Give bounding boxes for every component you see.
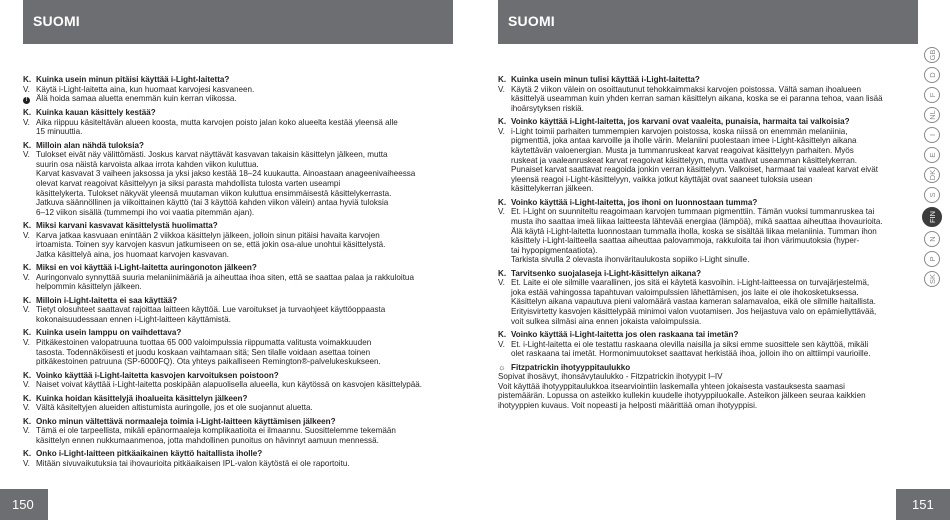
faq-question xyxy=(23,221,443,231)
answer-text xyxy=(36,85,443,95)
faq-question xyxy=(498,198,918,208)
language-tab-d[interactable]: D xyxy=(924,67,940,83)
answer-line: musta iho saattaa imeä liikaa laitteesta lähtevää energiaa (lämpöä), mikä saattaa aiheuttaa ihovaurioita. xyxy=(511,216,883,226)
faq-question xyxy=(23,108,443,118)
faq-answer xyxy=(23,426,443,445)
answer-line: Tämä ei ole tarpeellista, mikäli epänormaaleja komplikaatioita ei ilmaannu. Suosittelemme tekemään xyxy=(36,426,396,436)
language-tab-gb[interactable]: GB xyxy=(924,47,940,63)
language-tab-f[interactable]: F xyxy=(924,87,940,103)
question-marker: K. xyxy=(498,197,507,207)
answer-line: tasosta. Todennäköisesti et juodu koskaan vaihtamaan sitä; Sen tilalle voidaan asettaa toinen xyxy=(36,347,371,357)
answer-marker: V. xyxy=(498,126,505,136)
faq-item xyxy=(23,328,443,366)
faq-answer xyxy=(498,340,918,359)
faq-column-left xyxy=(23,75,443,472)
faq-question xyxy=(23,263,443,273)
sun-icon: ☼ xyxy=(498,362,506,372)
language-tabs xyxy=(923,47,943,291)
answer-marker: V. xyxy=(23,305,30,315)
answer-line: Mitään sivuvaikutuksia tai ihovaurioita pitkäaikaisen IPL-valon käytöstä ei ole raportoitu. xyxy=(36,458,350,468)
answer-line: Älä käytä i-Light-laitetta luonnostaan tummalla iholla, koska se sisältää liikaa melaniinia. Tumman ihon xyxy=(511,226,877,236)
question-marker: K. xyxy=(23,416,32,426)
question-text: Onko i-Light-laitteen pitkäaikainen käyttö haitallista iholle? xyxy=(36,449,263,459)
answer-line: pitkäkestoinen patruuna (SP-6000FQ). Ota yhteys paikalliseen Remington®-palvelukeskukseen. xyxy=(36,357,381,367)
fitzpatrick-title-text: Fitzpatrickin ihotyyppitaulukko xyxy=(511,362,631,372)
answer-line: ruskeat ja vaaleanruskeat karvat reagoivat käsittelyyn, mutta vaativat useamman käsittelykerran. xyxy=(511,155,857,165)
answer-text xyxy=(511,207,918,265)
answer-line: Erityisvirtetty kasvojen käsittelypää minimoi valon vuotamisen. Jos heijastuva valo on epämiellyttävää, xyxy=(511,307,877,317)
faq-answer xyxy=(23,231,443,260)
answer-marker: V. xyxy=(23,150,30,160)
answer-line: Käsittelyn aikana vapautuva pieni valomäärä vastaa kameran salamavaloa, eikä ole silmille haitallista. xyxy=(511,297,876,307)
question-text: Miksi en voi käyttää i-Light-laitetta auringonoton jälkeen? xyxy=(36,263,257,273)
page-number-left-text: 150 xyxy=(12,497,34,512)
fitzpatrick-line: pistemäärän. Lopussa on asteikko kullekin kuudelle ihotyyppiluokalle. Asteikon jälkeen seuraa kaikkien xyxy=(498,391,866,401)
faq-item xyxy=(23,449,443,468)
header-bar-left xyxy=(23,0,453,44)
answer-line: käsittelyn ennen nukkumaanmenoa, jotta mahdollinen punoitus on hävinnyt aamuun mennessä. xyxy=(36,435,379,445)
answer-text xyxy=(36,150,443,217)
faq-answer xyxy=(498,278,918,326)
answer-line: Et. Laite ei ole silmille vaarallinen, jos sitä ei käytetä kasvoihin. i-Light-laitteessa on turvajärjestelmä, xyxy=(511,278,870,288)
answer-line: käytettävän valoenergian. Musta ja tummanruskeat karvat reagoivat käsittelyyn parhaiten. Myös xyxy=(511,145,854,155)
answer-line: olet raskaana tai imetät. Hormonimuutokset saattavat herkistää ihoa, jolloin iho on alttiimpi vaurioille. xyxy=(511,349,871,359)
answer-line: irtoamista. Toinen syy karvojen kasvun jatkumiseen on se, että jokin osa-alue unohtui käsittelystä. xyxy=(36,240,386,250)
fitzpatrick-line: ihotyyppien kuvaus. Voit nopeasti ja helposti määrittää oman ihotyyppisi. xyxy=(498,400,758,410)
language-tab-p[interactable]: P xyxy=(924,251,940,267)
question-text: Milloin alan nähdä tuloksia? xyxy=(36,140,144,150)
answer-line: Tulokset eivät näy välittömästi. Joskus karvat näyttävät kasvavan takaisin käsittelyn jälkeen, mutta xyxy=(36,150,388,160)
answer-marker: V. xyxy=(23,117,30,127)
faq-answer xyxy=(498,207,918,265)
answer-marker: V. xyxy=(498,339,505,349)
question-marker: K. xyxy=(23,449,32,459)
faq-item xyxy=(23,296,443,325)
question-marker: K. xyxy=(23,295,32,305)
faq-answer xyxy=(498,127,918,194)
faq-answer xyxy=(23,150,443,217)
header-title-right: SUOMI xyxy=(508,13,555,29)
language-tab-fin[interactable]: FIN xyxy=(922,207,942,227)
question-marker: K. xyxy=(23,263,32,273)
answer-line: Et. i-Light-laitetta ei ole testattu raskaana olevilla naisilla ja siksi emme suosittele sen käyttöä, mikäli xyxy=(511,339,869,349)
faq-answer xyxy=(498,85,918,114)
answer-line: käsittelyä useamman kuin yhden kerran saman käsittelyn aikana, koska se ei paranna tehoa, vaan lisää xyxy=(511,94,883,104)
answer-line: pigmenttiä, joka antaa karvoille ja iholle värin. Melaniini puolestaan imee i-Light-käsittelyn aikana xyxy=(511,136,857,146)
answer-text xyxy=(36,338,443,367)
answer-marker: V. xyxy=(23,458,30,468)
question-text: Voinko käyttää i-Light-laitetta kasvojen karvoituksen poistoon? xyxy=(36,370,279,380)
answer-line: Jatkuva säännöllinen ja viikoittainen käyttö (tai 3 käyttöä kahden viikon välein) antaa hyviä tuloksia xyxy=(36,198,389,208)
answer-line: Punaiset karvat saattavat reagoida jonkin verran käsittelyyn. Valkoiset, harmaat tai vaaleat karvat eivät xyxy=(511,165,878,175)
faq-item xyxy=(498,117,918,194)
question-text: Kuinka usein minun tulisi käyttää i-Light-laitetta? xyxy=(511,75,700,84)
answer-line: Auringonvalo synnyttää suuria melaniinimääriä ja aiheuttaa ihoa siten, että se saattaa palaa ja rakkuloitua xyxy=(36,272,414,282)
answer-line: olevat karvat reagoivat käsittelyyn ja siksi parasta mahdollista tulosta varten useampi xyxy=(36,178,341,188)
faq-question xyxy=(498,117,918,127)
answer-line: Naiset voivat käyttää i-Light-laitetta poskipään alapuolisella alueella, kun käytössä on kasvojen käsittelypää. xyxy=(36,380,423,390)
answer-line: voit sulkea silmäsi aina ennen jokaista valoimpulssia. xyxy=(511,316,702,326)
answer-line: helpommin käsittelyn jälkeen. xyxy=(36,282,142,292)
answer-line: käsittelykerran jälkeen. xyxy=(511,184,594,194)
answer-line: käsittelykerta. Tulokset näkyvät yleensä muutaman viikon kuluttua ensimmäisestä käsittelykerrasta. xyxy=(36,188,392,198)
warning-note xyxy=(23,94,443,104)
faq-answer xyxy=(23,459,443,469)
question-text: Milloin i-Light-laitetta ei saa käyttää? xyxy=(36,295,178,305)
language-tab-n[interactable]: N xyxy=(924,231,940,247)
answer-marker: V. xyxy=(23,230,30,240)
answer-text xyxy=(36,273,443,292)
answer-line: 15 minuuttia. xyxy=(36,127,83,137)
language-tab-e[interactable]: E xyxy=(924,147,940,163)
question-marker: K. xyxy=(23,221,32,231)
question-marker: K. xyxy=(23,107,32,117)
question-marker: K. xyxy=(23,75,32,84)
answer-line: Et. i-Light on suunniteltu reagoimaan karvojen tummaan pigmenttiin. Tämän vuoksi tummanruskea tai xyxy=(511,207,875,217)
faq-item xyxy=(498,330,918,359)
answer-line: 6–12 viikon sisällä (tummempi iho voi vaatia pitemmän ajan). xyxy=(36,207,255,217)
faq-item xyxy=(23,108,443,137)
language-tab-i[interactable]: I xyxy=(924,127,940,143)
header-bar-right xyxy=(498,0,918,44)
warning-icon-wrap xyxy=(23,94,36,104)
faq-question xyxy=(498,75,918,85)
faq-question xyxy=(23,75,443,85)
question-text: Onko minun vältettävä normaaleja toimia i-Light-laitteen käyttämisen jälkeen? xyxy=(36,416,336,426)
faq-answer xyxy=(23,118,443,137)
language-tab-s[interactable]: S xyxy=(924,187,940,203)
faq-answer xyxy=(23,273,443,292)
faq-question xyxy=(23,449,443,459)
question-text: Voinko käyttää i-Light-laitetta jos olen raskaana tai imetän? xyxy=(511,330,739,340)
faq-question xyxy=(23,328,443,338)
answer-line: ihoärsytyksen riskiä. xyxy=(511,103,584,113)
question-text: Miksi karvani kasvavat käsittelystä huolimatta? xyxy=(36,221,218,231)
faq-question xyxy=(23,371,443,381)
faq-item xyxy=(498,198,918,265)
faq-question xyxy=(23,296,443,306)
question-text: Voinko käyttää i-Light-laitetta, jos ihoni on luonnostaan tumma? xyxy=(511,197,758,207)
answer-line: Tietyt olosuhteet saattavat rajoittaa laitteen käyttöä. Lue varoitukset ja turvaohjeet käyttöoppaasta xyxy=(36,305,386,315)
faq-question xyxy=(498,330,918,340)
faq-answer xyxy=(23,403,443,413)
answer-line: suurin osa näistä karvoista alkaa irrota kahden viikon kuluttua. xyxy=(36,159,259,169)
faq-answer xyxy=(23,305,443,324)
faq-answer xyxy=(23,380,443,390)
answer-marker: V. xyxy=(23,426,30,436)
language-tab-nl[interactable]: NL xyxy=(924,107,940,123)
answer-line: Käytä 2 viikon välein on osoittautunut tehokkaimmaksi karvojen poistossa. Vältä saman ihoalueen xyxy=(511,84,862,94)
question-text: Kuinka hoidan käsittelyjä ihoalueita käsittelyn jälkeen? xyxy=(36,393,248,403)
question-marker: K. xyxy=(23,393,32,403)
answer-marker: V. xyxy=(23,272,30,282)
answer-marker: V. xyxy=(23,338,30,348)
answer-text xyxy=(511,127,918,194)
answer-line: Käytä i-Light-laitetta aina, kun huomaat karvojesi kasvaneen. xyxy=(36,84,255,94)
question-text: Kuinka kauan käsittely kestää? xyxy=(36,107,156,117)
faq-question xyxy=(23,394,443,404)
answer-text xyxy=(36,118,443,137)
answer-text xyxy=(511,85,918,114)
faq-item xyxy=(23,417,443,446)
answer-marker: V. xyxy=(23,84,30,94)
fitzpatrick-title xyxy=(498,363,918,373)
answer-marker: V. xyxy=(23,380,30,390)
answer-text xyxy=(36,231,443,260)
language-tab-sk[interactable]: SK xyxy=(924,271,940,287)
answer-line: Aika riippuu käsiteltävän alueen koosta, mutta karvojen poisto jalan koko alueelta kestää yleensä alle xyxy=(36,117,398,127)
question-marker: K. xyxy=(23,370,32,380)
answer-marker: V. xyxy=(498,207,505,217)
answer-text xyxy=(36,403,443,413)
question-marker: K. xyxy=(498,75,507,84)
faq-item xyxy=(23,371,443,390)
question-marker: K. xyxy=(23,328,32,338)
warning-icon: ! xyxy=(23,97,30,104)
faq-answer xyxy=(23,85,443,95)
faq-column-right xyxy=(498,75,918,411)
question-marker: K. xyxy=(498,330,507,340)
question-text: Tarvitsenko suojalaseja i-Light-käsittelyn aikana? xyxy=(511,268,702,278)
answer-line: käsittely i-Light-laitteella saattaa aiheuttaa palovammoja, rakkuloita tai ihon värimuutoksia (hyper- xyxy=(511,236,860,246)
answer-line: joka estää vahingossa tapahtuvan valoimpulssien lähettämisen, jos laite ei ole ihokosketuksessa. xyxy=(511,287,859,297)
faq-question xyxy=(23,141,443,151)
question-marker: K. xyxy=(498,268,507,278)
answer-line: kokonaisuudessaan ennen i-Light-laitteen käyttämistä. xyxy=(36,315,231,325)
question-text: Kuinka usein lamppu on vaihdettava? xyxy=(36,328,182,338)
answer-line: Vältä käsiteltyjen alueiden altistumista auringolle, jos et ole suojannut aluetta. xyxy=(36,403,313,413)
question-text: Kuinka usein minun pitäisi käyttää i-Light-laitetta? xyxy=(36,75,230,84)
fitzpatrick-line: Voit käyttää ihotyyppitaulukkoa itsearviointiin laskemalla yhteen jokaisesta vastauksesta saamasi xyxy=(498,381,845,391)
language-tab-dk[interactable]: DK xyxy=(924,167,940,183)
warning-text: Älä hoida samaa aluetta enemmän kuin kerran viikossa. xyxy=(36,94,237,104)
answer-text xyxy=(511,340,918,359)
faq-item xyxy=(23,141,443,218)
faq-question xyxy=(498,269,918,279)
fitzpatrick-line: Sopivat ihosävyt, ihonsävytaulukko - Fitzpatrickin ihotyypit I–IV xyxy=(498,372,723,382)
page-number-right-text: 151 xyxy=(912,497,934,512)
answer-line: i-Light toimii parhaiten tummempien karvojen poistossa, koska niissä on enemmän melaniinia, xyxy=(511,126,848,136)
answer-line: Karva jatkaa kasvuaan enintään 2 viikkoa käsittelyn jälkeen, jolloin sinun pitäisi havaita karvojen xyxy=(36,230,380,240)
faq-item xyxy=(23,263,443,292)
answer-line: tai hypopigmentaatiota). xyxy=(511,245,598,255)
faq-item xyxy=(498,75,918,113)
answer-text xyxy=(511,278,918,326)
answer-text xyxy=(36,426,443,445)
answer-marker: V. xyxy=(498,84,505,94)
answer-text xyxy=(36,305,443,324)
page-number-right xyxy=(896,489,950,520)
answer-text xyxy=(36,380,443,390)
faq-item xyxy=(23,75,443,104)
faq-answer xyxy=(23,338,443,367)
answer-line: Tarkista sivulla 2 olevasta ihonväritaulukosta sopiiko i-Light sinulle. xyxy=(511,255,750,265)
answer-line: Pitkäkestoinen valopatruuna tuottaa 65 000 valoimpulssia riippumatta valitusta voimakkuuden xyxy=(36,338,372,348)
faq-item xyxy=(498,269,918,327)
answer-line: yleensä reagoi i-Light-käsittelyyn, vaikka jotkut käyttäjät ovat saaneet tuloksia usean xyxy=(511,174,813,184)
answer-line: Karvat kasvavat 3 vaiheen jaksossa ja yksi jakso kestää 18–24 kuukautta. Ainoastaan anageenivaiheessa xyxy=(36,169,416,179)
faq-question xyxy=(23,417,443,427)
fitzpatrick-section xyxy=(498,363,918,411)
answer-marker: V. xyxy=(498,278,505,288)
page-number-left xyxy=(0,489,48,520)
header-title-left: SUOMI xyxy=(33,13,80,29)
question-marker: K. xyxy=(23,140,32,150)
answer-line: Jatka käsittelyä aina, jos huomaat karvojen kasvavan. xyxy=(36,249,230,259)
faq-item xyxy=(23,221,443,259)
question-marker: K. xyxy=(498,117,507,127)
faq-item xyxy=(23,394,443,413)
question-text: Voinko käyttää i-Light-laitetta, jos karvani ovat vaaleita, punaisia, harmaita tai valkoisia? xyxy=(511,117,850,127)
answer-text xyxy=(36,459,443,469)
answer-marker: V. xyxy=(23,403,30,413)
